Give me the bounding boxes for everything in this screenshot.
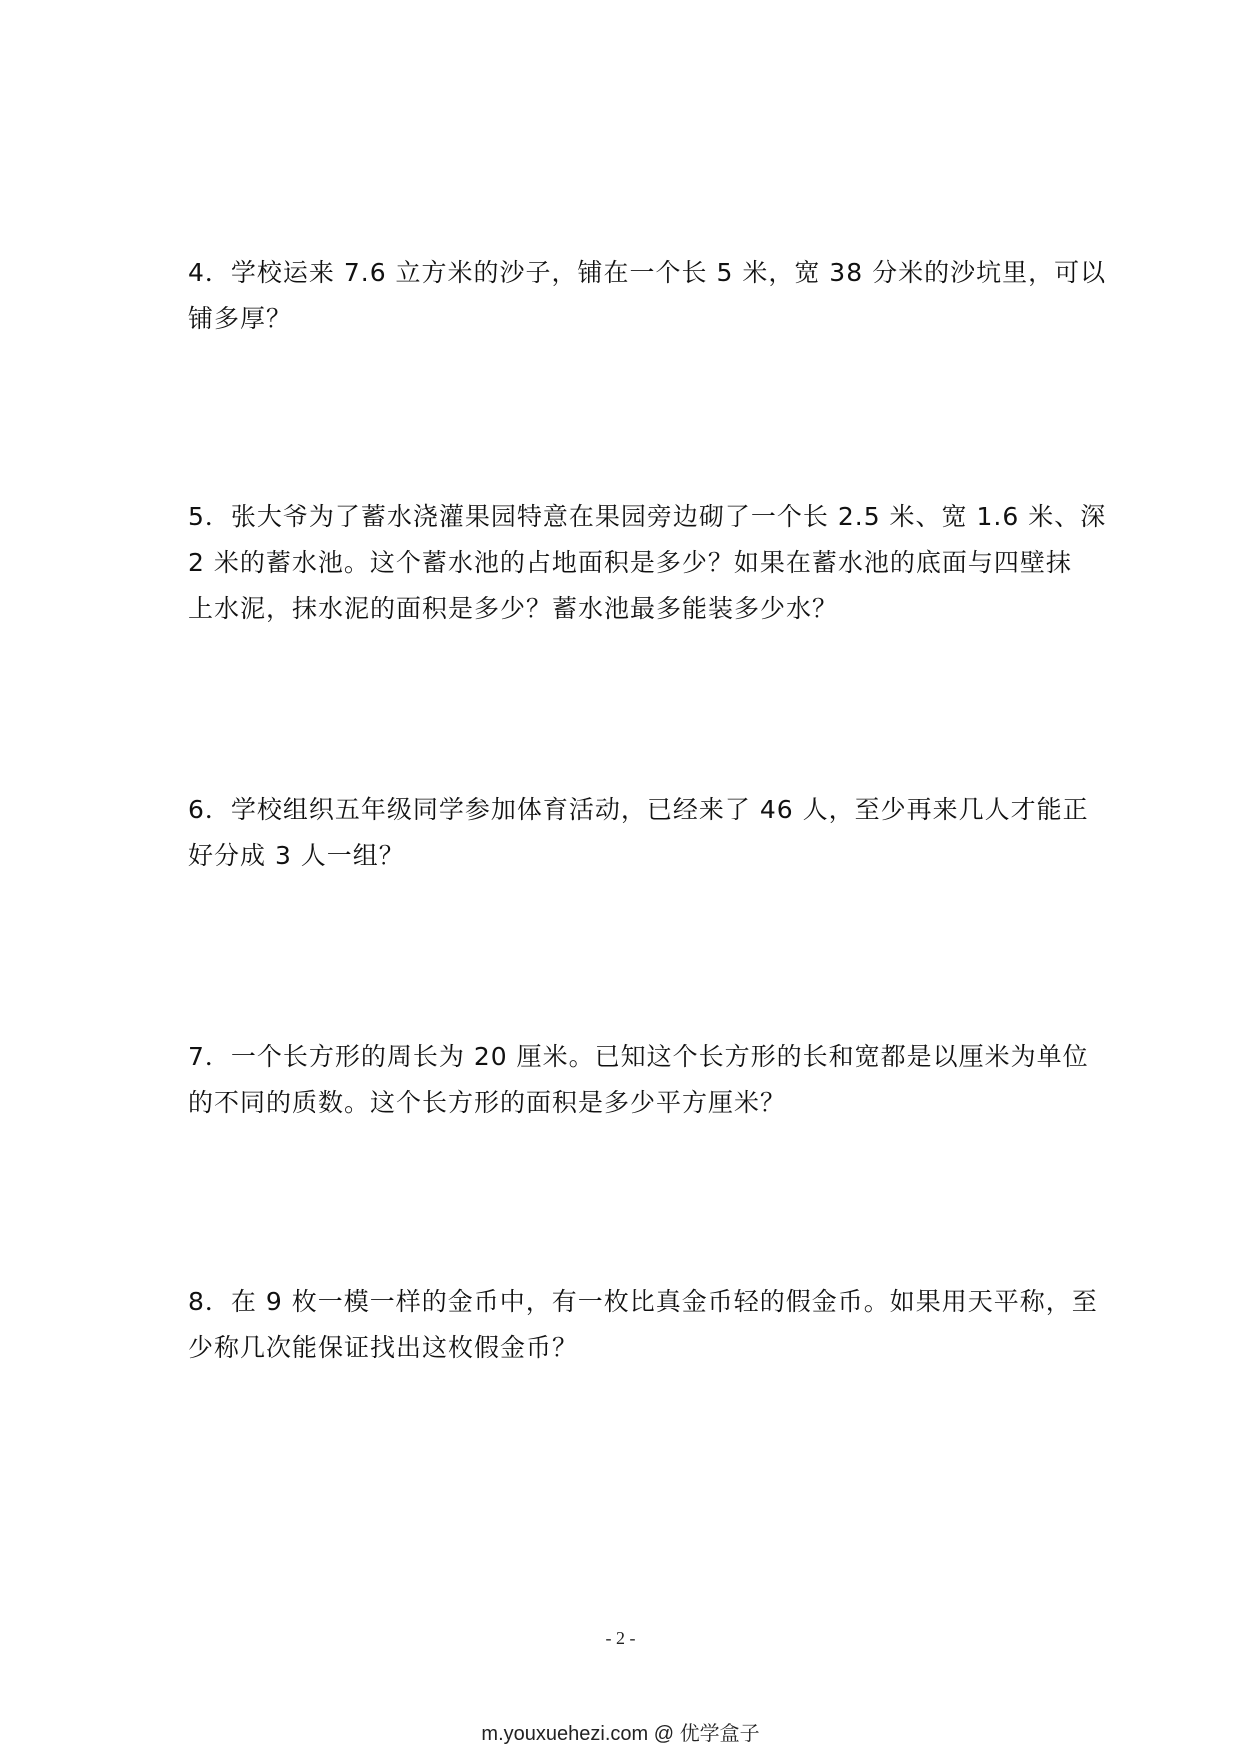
page-number: - 2 -: [605, 1628, 636, 1648]
problem-5-line-1: 5．张大爷为了蓄水浇灌果园特意在果园旁边砌了一个长 2.5 米、宽 1.6 米、深: [188, 502, 1107, 531]
problem-5: [188, 494, 1107, 632]
footer-watermark: m.youxuehezi.com @ 优学盒子: [481, 1723, 760, 1745]
problem-4-line-1: 4．学校运来 7.6 立方米的沙子，铺在一个长 5 米，宽 38 分米的沙坑里，可以: [188, 258, 1107, 287]
problem-7: [188, 1034, 1089, 1126]
problem-8-line-1: 8．在 9 枚一模一样的金币中，有一枚比真金币轻的假金币。如果用天平称，至: [188, 1287, 1098, 1316]
problem-6: [188, 787, 1089, 879]
problem-4-line-2: 铺多厚？: [188, 304, 293, 333]
problem-4: [188, 250, 1107, 342]
problem-5-line-2: 2 米的蓄水池。这个蓄水池的占地面积是多少？如果在蓄水池的底面与四壁抹: [188, 548, 1072, 577]
problem-8: [188, 1279, 1098, 1371]
problem-8-line-2: 少称几次能保证找出这枚假金币？: [188, 1333, 579, 1362]
problem-5-line-3: 上水泥，抹水泥的面积是多少？蓄水池最多能装多少水？: [188, 594, 839, 623]
problem-7-line-2: 的不同的质数。这个长方形的面积是多少平方厘米？: [188, 1088, 787, 1117]
problem-6-line-1: 6．学校组织五年级同学参加体育活动，已经来了 46 人，至少再来几人才能正: [188, 795, 1089, 824]
problem-6-line-2: 好分成 3 人一组？: [188, 841, 405, 870]
problem-7-line-1: 7．一个长方形的周长为 20 厘米。已知这个长方形的长和宽都是以厘米为单位: [188, 1042, 1089, 1071]
